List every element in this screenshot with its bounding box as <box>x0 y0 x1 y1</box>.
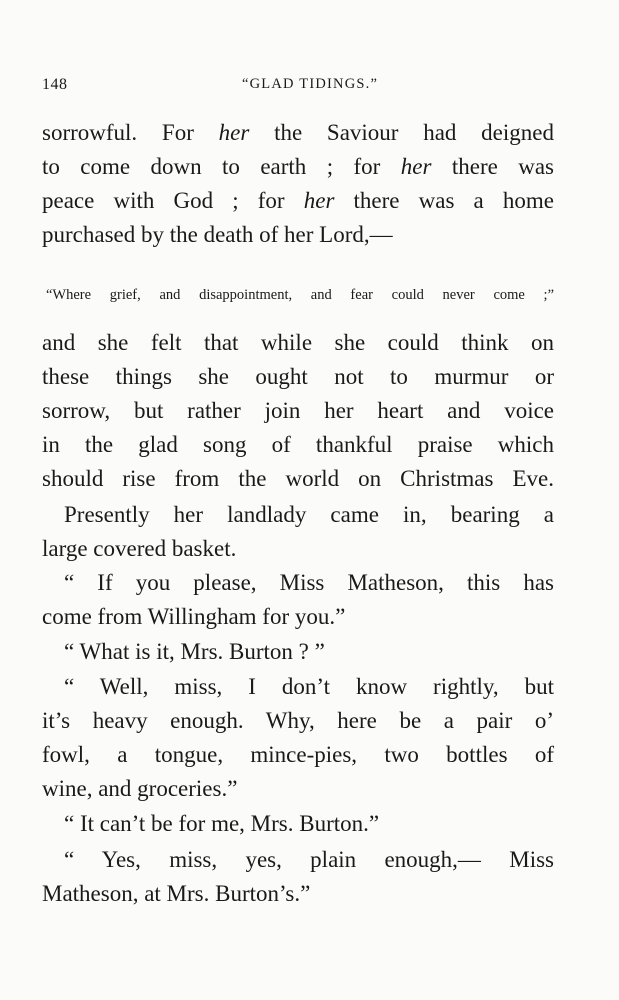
running-head: “GLAD TIDINGS.” <box>242 76 379 92</box>
text-line: it’s heavy enough. Why, here be a pair o’ <box>42 708 554 733</box>
text-line: “ What is it, Mrs. Burton ? ” <box>64 639 325 664</box>
text-line: “ Yes, miss, yes, plain enough,— Miss <box>64 847 554 872</box>
text-line: “ It can’t be for me, Mrs. Burton.” <box>64 811 380 836</box>
text-line: come from Willingham for you.” <box>42 604 346 629</box>
block-quote: “Where grief, and disappointment, and fear could never come ;” <box>46 287 554 303</box>
text-line: “ If you please, Miss Matheson, this has <box>64 570 554 595</box>
text-line: these things she ought not to murmur or <box>42 364 554 389</box>
text-line: sorrowful. For her the Saviour had deigned <box>42 120 554 145</box>
text-line: purchased by the death of her Lord,— <box>42 222 393 247</box>
text-line: peace with God ; for her there was a home <box>42 188 554 213</box>
text-line: in the glad song of thankful praise which <box>42 432 554 457</box>
text-line: and she felt that while she could think on <box>42 330 554 355</box>
text-line: Presently her landlady came in, bearing a <box>64 502 554 527</box>
text-line: large covered basket. <box>42 536 237 561</box>
text-line: fowl, a tongue, mince-pies, two bottles of <box>42 742 554 767</box>
text-line: wine, and groceries.” <box>42 776 238 801</box>
text-line: Matheson, at Mrs. Burton’s.” <box>42 881 311 906</box>
text-line: should rise from the world on Christmas Eve. <box>42 466 554 491</box>
text-line: “ Well, miss, I don’t know rightly, but <box>64 674 554 699</box>
page-number: 148 <box>42 76 68 93</box>
text-line: sorrow, but rather join her heart and voice <box>42 398 554 423</box>
page-header <box>42 76 554 98</box>
text-line: to come down to earth ; for her there was <box>42 154 554 179</box>
